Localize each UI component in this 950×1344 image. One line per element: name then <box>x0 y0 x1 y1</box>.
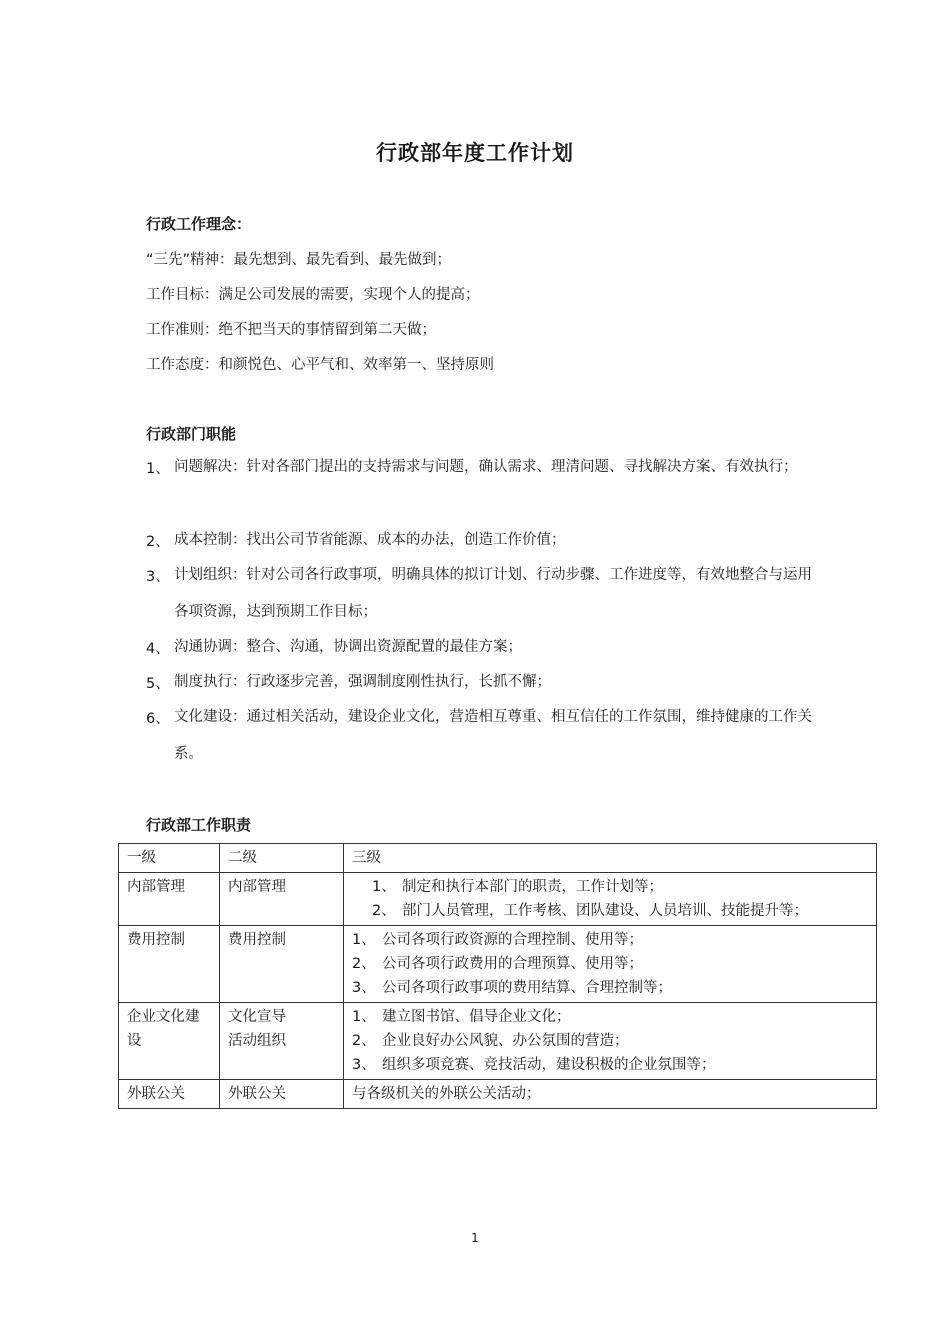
cell-level2 <box>220 1003 344 1080</box>
cell-level2-line: 文化宣导 <box>228 1009 286 1025</box>
duty-item-text: 制定和执行本部门的职责，工作计划等； <box>402 879 663 895</box>
duty-item-text: 建立图书馆、倡导企业文化； <box>382 1009 571 1025</box>
cell-level2-line: 活动组织 <box>228 1033 286 1049</box>
duty-item <box>352 976 868 1000</box>
duty-item <box>352 952 868 976</box>
table-row <box>119 1080 877 1109</box>
duty-item-text: 公司各项行政资源的合理控制、使用等； <box>382 932 643 948</box>
cell-level1: 费用控制 <box>119 926 220 1003</box>
function-item-text: 成本控制：找出公司节省能源、成本的办法，创造工作价值； <box>174 532 566 548</box>
duty-item-text: 企业良好办公风貌、办公氛围的营造； <box>382 1033 629 1049</box>
functions-heading: 行政部门职能 <box>146 425 237 443</box>
page-number: 1 <box>471 1231 479 1245</box>
function-item-number: 6、 <box>146 711 170 727</box>
duty-item <box>352 1005 868 1029</box>
duty-item-number: 1、 <box>372 879 396 895</box>
cell-level2: 外联公关 <box>220 1080 344 1109</box>
duty-item-number: 2、 <box>352 1033 376 1049</box>
table-row <box>119 873 877 926</box>
duties-heading: 行政部工作职责 <box>146 816 252 834</box>
duty-item-text: 公司各项行政费用的合理预算、使用等； <box>382 956 643 972</box>
function-item-text: 制度执行：行政逐步完善，强调制度刚性执行，长抓不懈； <box>174 674 551 690</box>
cell-level3 <box>344 926 877 1003</box>
column-header-level2: 二级 <box>220 844 344 873</box>
column-header-level3: 三级 <box>344 844 877 873</box>
function-item-number: 3、 <box>146 569 170 585</box>
duty-item <box>352 928 868 952</box>
concept-line-spirit: “三先”精神：最先想到、最先看到、最先做到； <box>146 252 452 268</box>
function-item-number: 1、 <box>146 461 170 477</box>
duty-item-number: 2、 <box>352 956 376 972</box>
function-item-number: 4、 <box>146 641 170 657</box>
concept-line-attitude: 工作态度：和颜悦色、心平气和、效率第一、坚持原则 <box>146 357 494 373</box>
function-item-text: 问题解决：针对各部门提出的支持需求与问题，确认需求、理清问题、寻找解决方案、有效执行； <box>174 459 798 475</box>
duty-item-text: 公司各项行政事项的费用结算、合理控制等； <box>382 980 672 996</box>
cell-level3 <box>344 1003 877 1080</box>
concept-heading: 行政工作理念： <box>146 215 252 233</box>
duty-item-text: 组织多项竞赛、竞技活动，建设积极的企业氛围等； <box>382 1057 716 1073</box>
duty-item-number: 3、 <box>352 1057 376 1073</box>
function-item-number: 5、 <box>146 676 170 692</box>
cell-level2: 费用控制 <box>220 926 344 1003</box>
function-item-text: 沟通协调：整合、沟通，协调出资源配置的最佳方案； <box>174 639 522 655</box>
duty-item-number: 1、 <box>352 1009 376 1025</box>
duty-item <box>352 875 868 899</box>
duty-item <box>352 899 868 923</box>
cell-level3 <box>344 873 877 926</box>
table-row <box>119 1003 877 1080</box>
duty-item-number: 1、 <box>352 932 376 948</box>
concept-line-principle: 工作准则：绝不把当天的事情留到第二天做； <box>146 322 436 338</box>
function-item-number: 2、 <box>146 534 170 550</box>
cell-level2: 内部管理 <box>220 873 344 926</box>
duty-item-number: 2、 <box>372 903 396 919</box>
duty-item <box>352 1053 868 1077</box>
table-header-row <box>119 844 877 873</box>
concept-line-goal: 工作目标：满足公司发展的需要，实现个人的提高； <box>146 287 480 303</box>
column-header-level1: 一级 <box>119 844 220 873</box>
table-row <box>119 926 877 1003</box>
duties-table <box>118 843 877 1109</box>
function-item-text: 计划组织：针对公司各行政事项，明确具体的拟订计划、行动步骤、工作进度等，有效地整合与运用各项资源，达到预期工作目标； <box>174 567 812 620</box>
cell-level1: 外联公关 <box>119 1080 220 1109</box>
cell-level1: 企业文化建设 <box>119 1003 220 1080</box>
cell-level1: 内部管理 <box>119 873 220 926</box>
duty-item-number: 3、 <box>352 980 376 996</box>
function-item-text: 文化建设：通过相关活动，建设企业文化，营造相互尊重、相互信任的工作氛围，维持健康的工作关系。 <box>174 709 812 762</box>
cell-level3: 与各级机关的外联公关活动； <box>344 1080 877 1109</box>
duty-item <box>352 1029 868 1053</box>
duty-item-text: 部门人员管理，工作考核、团队建设、人员培训、技能提升等； <box>402 903 808 919</box>
document-title: 行政部年度工作计划 <box>376 141 574 165</box>
